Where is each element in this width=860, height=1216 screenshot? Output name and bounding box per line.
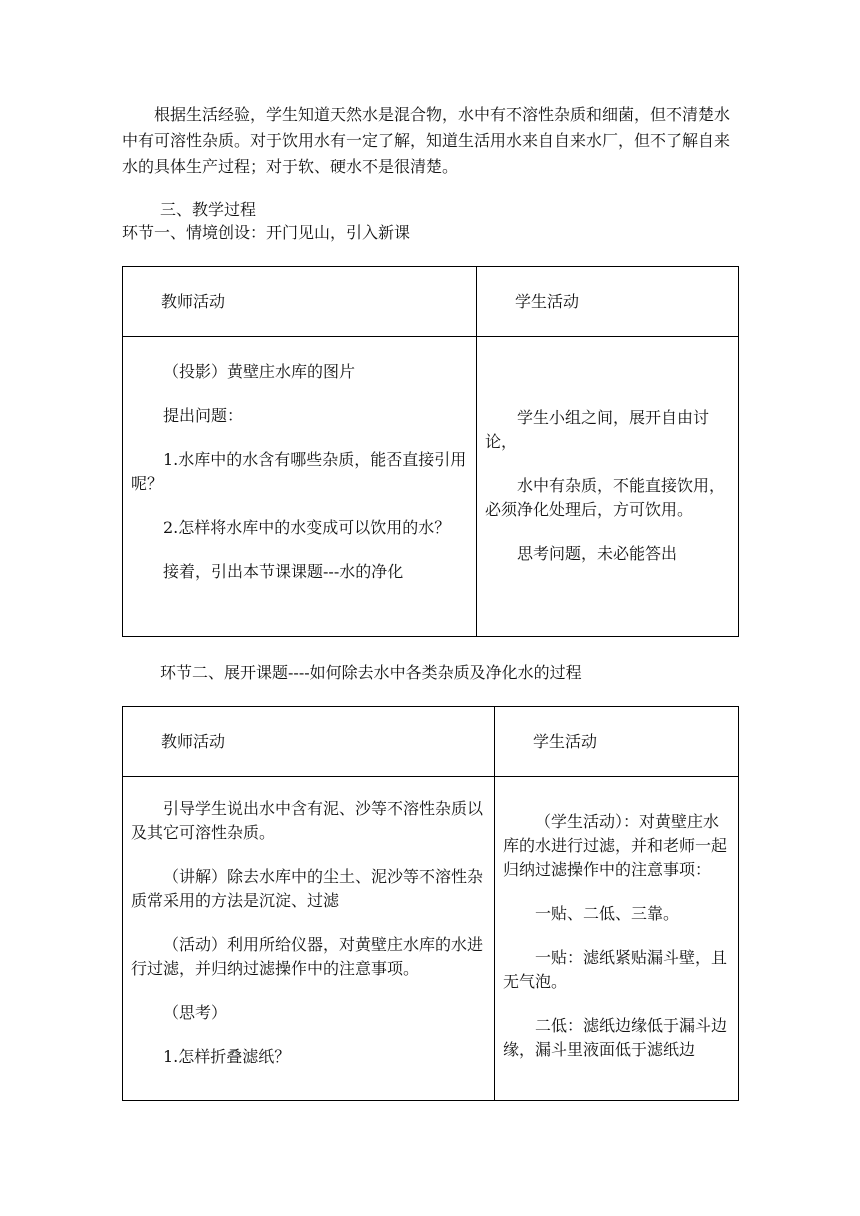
table-header-row [123,707,739,777]
student-header: 学生活动 [495,707,739,777]
list-item: 二低：滤纸边缘低于漏斗边缘，漏斗里液面低于滤纸边 [503,1016,728,1059]
list-item: （学生活动）：对黄壁庄水库的水进行过滤，并和老师一起归纳过滤操作中的注意事项： [503,812,728,879]
list-item: 接着，引出本节课课题---水的净化 [163,562,404,581]
teacher-header: 教师活动 [123,267,477,337]
stage2-title: 环节二、展开课题----如何除去水中各类杂质及净化水的过程 [160,663,582,682]
table-row [123,337,739,637]
stage1-title: 环节一、情境创设：开门见山，引入新课 [122,223,411,242]
list-item: 1.水库中的水含有哪些杂质，能否直接引用呢？ [131,450,467,493]
list-item: （活动）利用所给仪器，对黄壁庄水库的水进行过滤，并归纳过滤操作中的注意事项。 [131,935,484,978]
list-item: 引导学生说出水中含有泥、沙等不溶性杂质以及其它可溶性杂质。 [131,799,484,842]
table-row [123,777,739,1101]
section-heading: 三、教学过程 [160,200,257,219]
list-item: 水中有杂质，不能直接饮用，必须净化处理后，方可饮用。 [485,476,726,519]
teacher-activity-cell [123,777,495,1101]
list-item: （投影）黄壁庄水库的图片 [163,362,356,381]
intro-paragraph: 根据生活经验，学生知道天然水是混合物，水中有不溶性杂质和细菌，但不清楚水中有可溶性杂质。对于饮用水有一定了解，知道生活用水来自自来水厂，但不了解自来水的具体生产过程；对于软、硬水不是很清楚。 [122,105,731,176]
teacher-activity-cell [123,337,477,637]
list-item: 学生小组之间，展开自由讨论， [485,408,710,451]
list-item: 2.怎样将水库中的水变成可以饮用的水？ [163,518,451,537]
list-item: 1.怎样折叠滤纸？ [163,1047,291,1066]
list-item: 一贴、二低、三靠。 [535,904,680,923]
list-item: （思考） [163,1003,228,1022]
student-header: 学生活动 [477,267,739,337]
teacher-header: 教师活动 [123,707,495,777]
list-item: 一贴：滤纸紧贴漏斗壁，且无气泡。 [503,948,728,991]
list-item: 提出问题： [163,406,244,425]
stage1-table [122,266,739,637]
list-item: （讲解）除去水库中的尘土、泥沙等不溶性杂质常采用的方法是沉淀、过滤 [131,867,484,910]
student-activity-cell [495,777,739,1101]
stage2-table [122,706,739,1101]
table-header-row [123,267,739,337]
list-item: 思考问题，未必能答出 [517,544,678,563]
student-activity-cell [477,337,739,637]
